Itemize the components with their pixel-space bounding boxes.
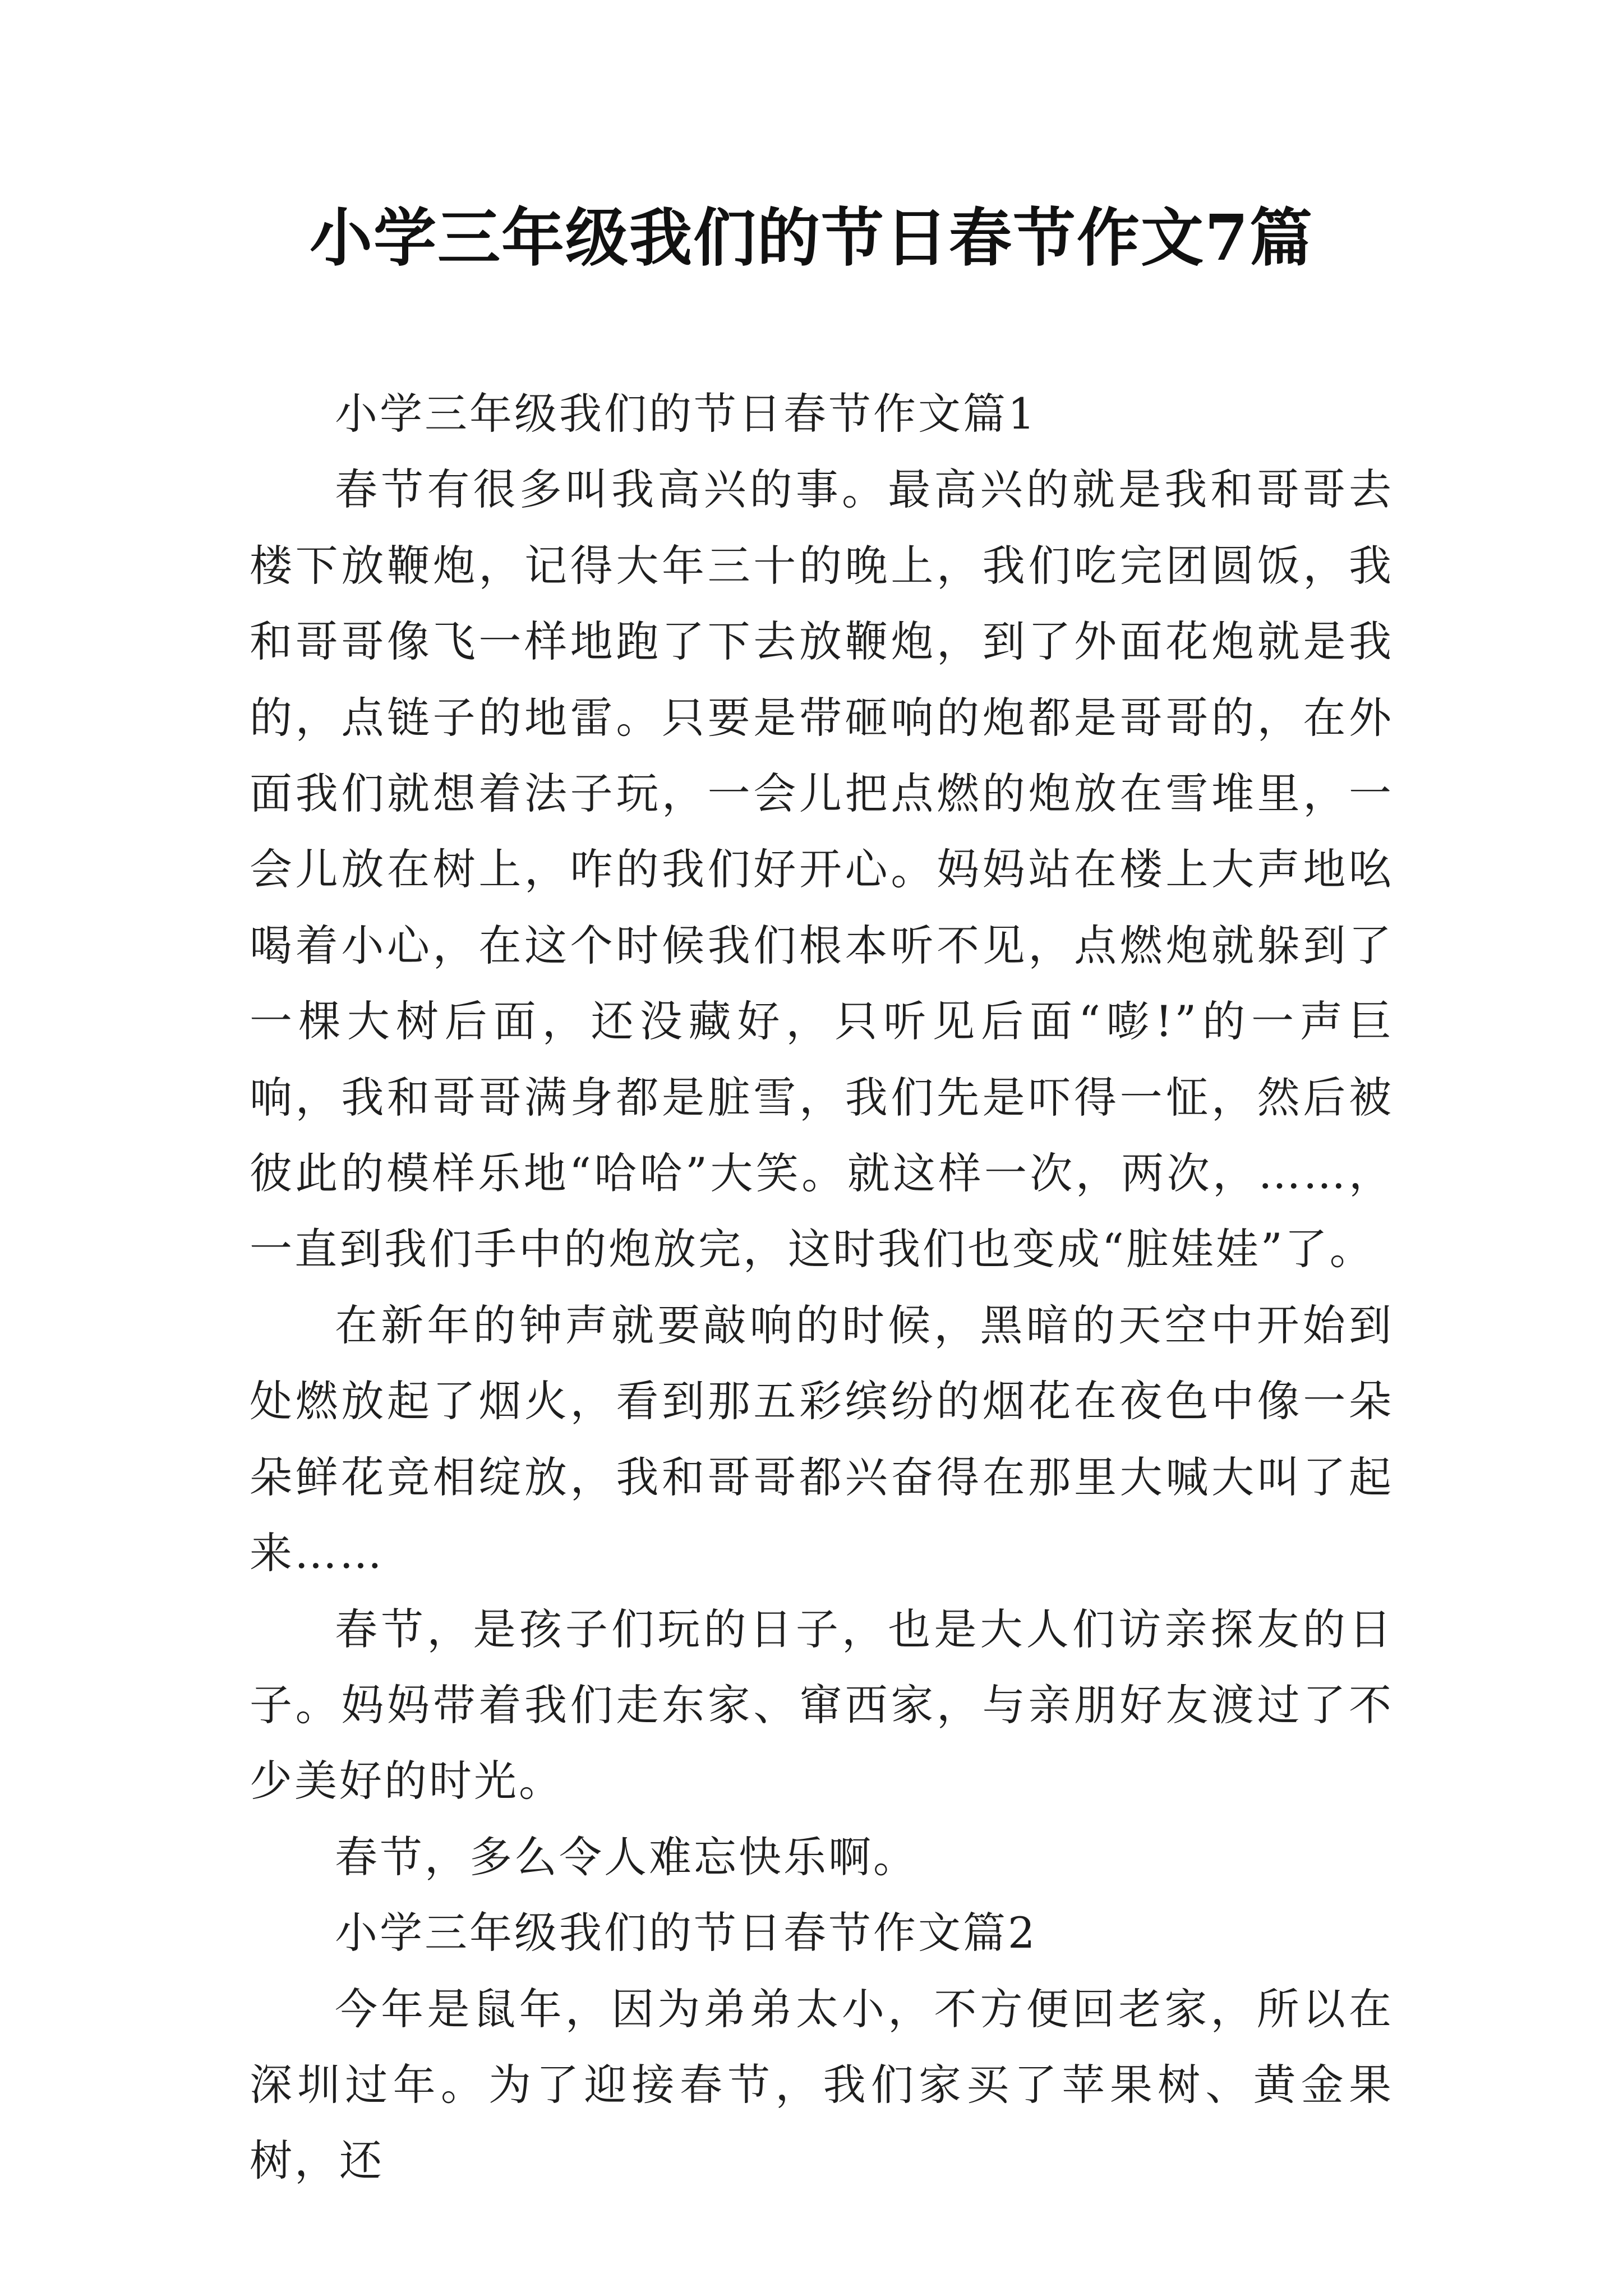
- paragraph: 春节有很多叫我高兴的事。最高兴的就是我和哥哥去楼下放鞭炮，记得大年三十的晚上，我们吃完团圆饭，我和哥哥像飞一样地跑了下去放鞭炮，到了外面花炮就是我的，点链子的地雷。只要是带砸响的炮都是哥哥的，在外面我们就想着法子玩，一会儿把点燃的炮放在雪堆里，一会儿放在树上，咋的我们好开心。妈妈站在楼上大声地吆喝着小心，在这个时候我们根本听不见，点燃炮就躲到了一棵大树后面，还没藏好，只听见后面“嘭!”的一声巨响，我和哥哥满身都是脏雪，我们先是吓得一怔，然后被彼此的模样乐地“哈哈”大笑。就这样一次，两次，……，一直到我们手中的炮放完，这时我们也变成“脏娃娃”了。: [250, 464, 1394, 1274]
- document-body: [250, 376, 1394, 2199]
- section-heading-1: 小学三年级我们的节日春节作文篇1: [335, 389, 1038, 439]
- paragraph: 在新年的钟声就要敲响的时候，黑暗的天空中开始到处燃放起了烟火，看到那五彩缤纷的烟花在夜色中像一朵朵鲜花竞相绽放，我和哥哥都兴奋得在那里大喊大叫了起来……: [250, 1300, 1394, 1579]
- paragraph: 今年是鼠年，因为弟弟太小，不方便回老家，所以在深圳过年。为了迎接春节，我们家买了苹果树、黄金果树，还: [250, 1984, 1394, 2186]
- paragraph: 春节，是孩子们玩的日子，也是大人们访亲探友的日子。妈妈带着我们走东家、窜西家，与亲朋好友渡过了不少美好的时光。: [250, 1604, 1394, 1806]
- paragraph: 春节，多么令人难忘快乐啊。: [335, 1832, 918, 1882]
- section-heading-2: 小学三年级我们的节日春节作文篇2: [335, 1908, 1038, 1958]
- document-title: 小学三年级我们的节日春节作文7篇: [310, 201, 1313, 275]
